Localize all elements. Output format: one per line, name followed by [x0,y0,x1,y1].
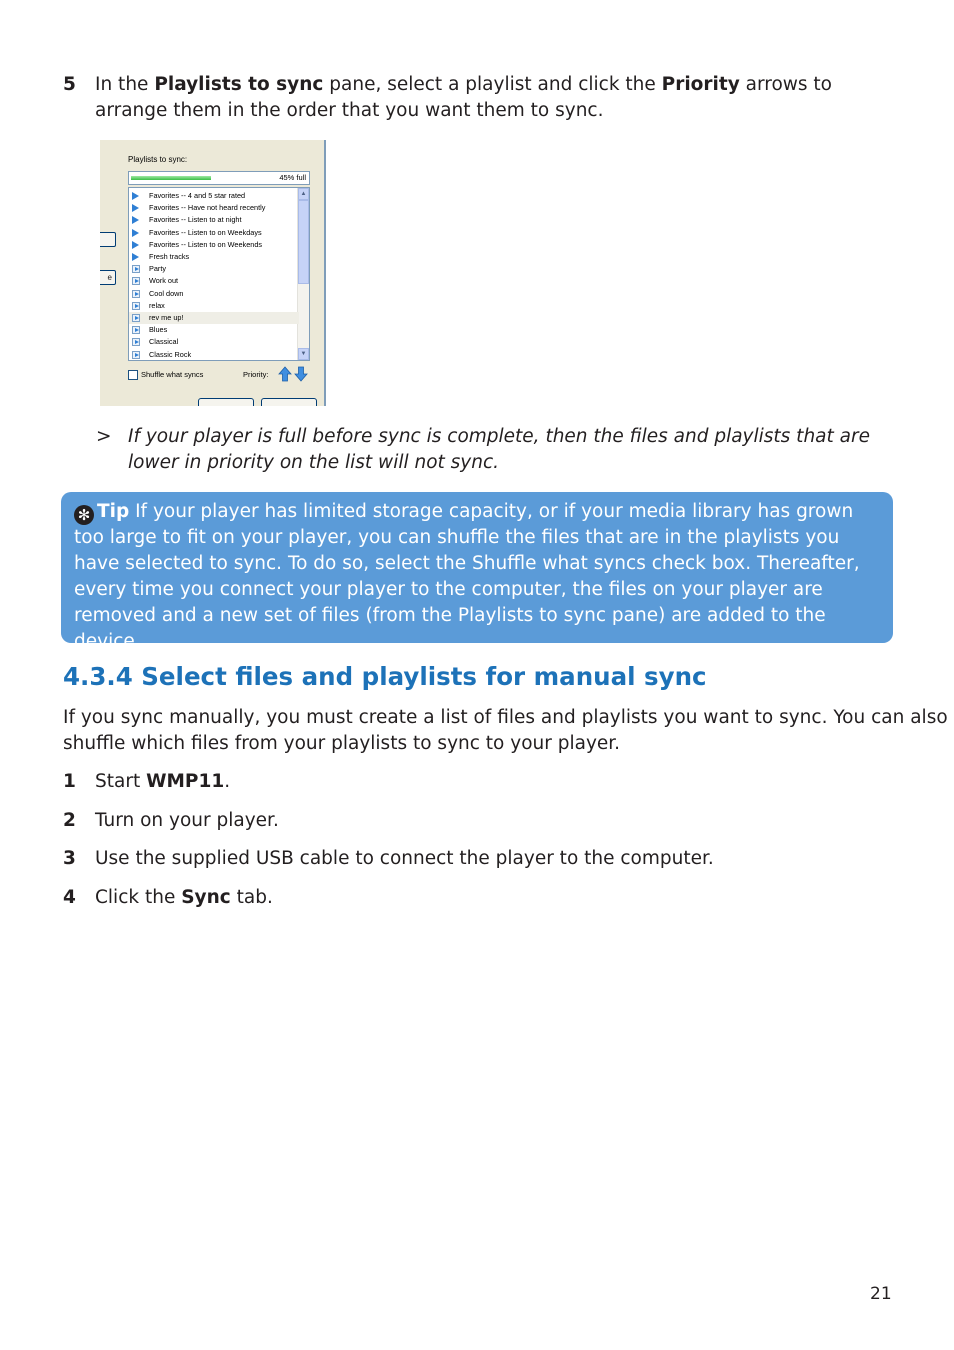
playlist-item[interactable] [129,288,299,300]
playlist-item[interactable] [129,227,299,239]
priority-down-arrow-icon[interactable] [294,366,308,382]
step-number: 3 [63,848,76,869]
playlist-item-label: Favorites -- 4 and 5 star rated [149,191,246,200]
playlists-to-sync-screenshot [100,140,326,406]
auto-playlist-icon [132,229,139,237]
playlist-item-label: Favorites -- Listen to on Weekends [149,239,263,249]
playlist-icon [132,351,140,359]
scroll-down-button[interactable]: ▼ [298,348,309,360]
playlist-icon [132,265,140,273]
intro-line-2: shuffle which files from your playlists to sync to your player. [63,733,621,754]
scroll-up-button[interactable]: ▲ [298,188,309,200]
pane-label: Playlists to sync: [128,155,188,164]
step-number: 5 [63,74,76,95]
playlist-item[interactable] [129,324,299,336]
playlist-item[interactable] [129,349,299,361]
playlist-item-label: Favorites -- Listen to at night [149,215,242,225]
playlist-icon [132,302,140,310]
step-3-text: Use the supplied USB cable to connect the player to the computer. [95,848,714,869]
playlist-icon [132,277,140,285]
playlists-list[interactable] [128,187,310,361]
playlist-item[interactable] [129,336,299,348]
step-number: 4 [63,887,76,908]
playlist-item-label: Party [149,264,167,274]
playlist-item-label: Favorites -- Listen to on Weekdays [149,227,262,237]
playlist-item-label: Favorites -- Have not heard recently [149,203,266,213]
playlist-item-label: Classic Rock [149,349,192,359]
progress-fill [131,176,211,180]
auto-playlist-icon [132,253,139,261]
note-marker: > [96,426,112,447]
playlist-item[interactable] [129,239,299,251]
step-5-text: In the Playlists to sync pane, select a playlist and click the Priority arrows to arrange them in the order that you want them to sync. [95,74,833,121]
playlist-item[interactable] [129,202,299,214]
scroll-thumb[interactable] [298,200,309,284]
section-heading: 4.3.4 Select files and playlists for manual sync [63,662,707,691]
step-4-text: Click the Sync tab. [95,887,273,908]
playlist-item[interactable] [129,275,299,287]
tip-box [61,492,893,652]
priority-label: Priority: [243,370,269,379]
playlist-item[interactable] [129,190,299,202]
cancel-button[interactable] [261,398,317,406]
playlist-item[interactable] [129,300,299,312]
playlist-item-label: rev me up! [149,313,184,322]
priority-up-arrow-icon[interactable] [278,366,292,382]
playlist-item-label: relax [149,300,165,310]
window-border [324,140,326,406]
playlist-icon [132,326,140,334]
progress-percent: 45% full [279,173,306,182]
playlist-item[interactable] [129,263,299,275]
step-1-text: Start WMP11. [95,771,231,792]
capacity-progress-bar [128,171,310,185]
tip-icon: ✻ [74,505,94,525]
side-button-2[interactable]: e [100,270,116,285]
playlist-icon [132,290,140,298]
step-number: 1 [63,771,76,792]
playlist-item-label: Fresh tracks [149,252,190,261]
playlist-item[interactable] [129,312,299,324]
auto-playlist-icon [132,216,139,224]
playlist-item-label: Cool down [149,288,184,298]
playlist-item[interactable] [129,251,299,263]
tip-label: Tip [97,501,130,522]
playlist-item[interactable] [129,214,299,226]
playlist-icon [132,314,140,322]
playlist-icon [132,338,140,346]
note-text: If your player is full before sync is complete, then the files and playlists that are lower in priority on the list will not sync. [128,426,870,473]
page-number: 21 [870,1284,892,1304]
ok-button[interactable] [198,398,254,406]
side-button-1[interactable] [100,232,116,247]
playlist-item-label: Blues [149,325,168,335]
step-number: 2 [63,810,76,831]
auto-playlist-icon [132,204,139,212]
auto-playlist-icon [132,241,139,249]
tip-text: ✻ Tip If your player has limited storage capacity, or if your media library has grown too large to fit on your player, you can shuffle the files that are in the playlists you have selected to sync. To do so, select the Shuffle what syncs check box. Thereafter, every time you connect your player to the computer, the files on your player are removed and a new set of files (from the Playlists to sync pane) are added to the device. [74,501,860,652]
playlist-item-label: Classical [149,337,179,347]
playlist-item-label: Work out [149,276,179,286]
intro-line-1: If you sync manually, you must create a list of files and playlists you want to sync. You can also [63,707,948,728]
auto-playlist-icon [132,192,139,200]
shuffle-checkbox[interactable] [128,370,138,380]
shuffle-label: Shuffle what syncs [141,370,204,379]
step-2-text: Turn on your player. [95,810,279,831]
